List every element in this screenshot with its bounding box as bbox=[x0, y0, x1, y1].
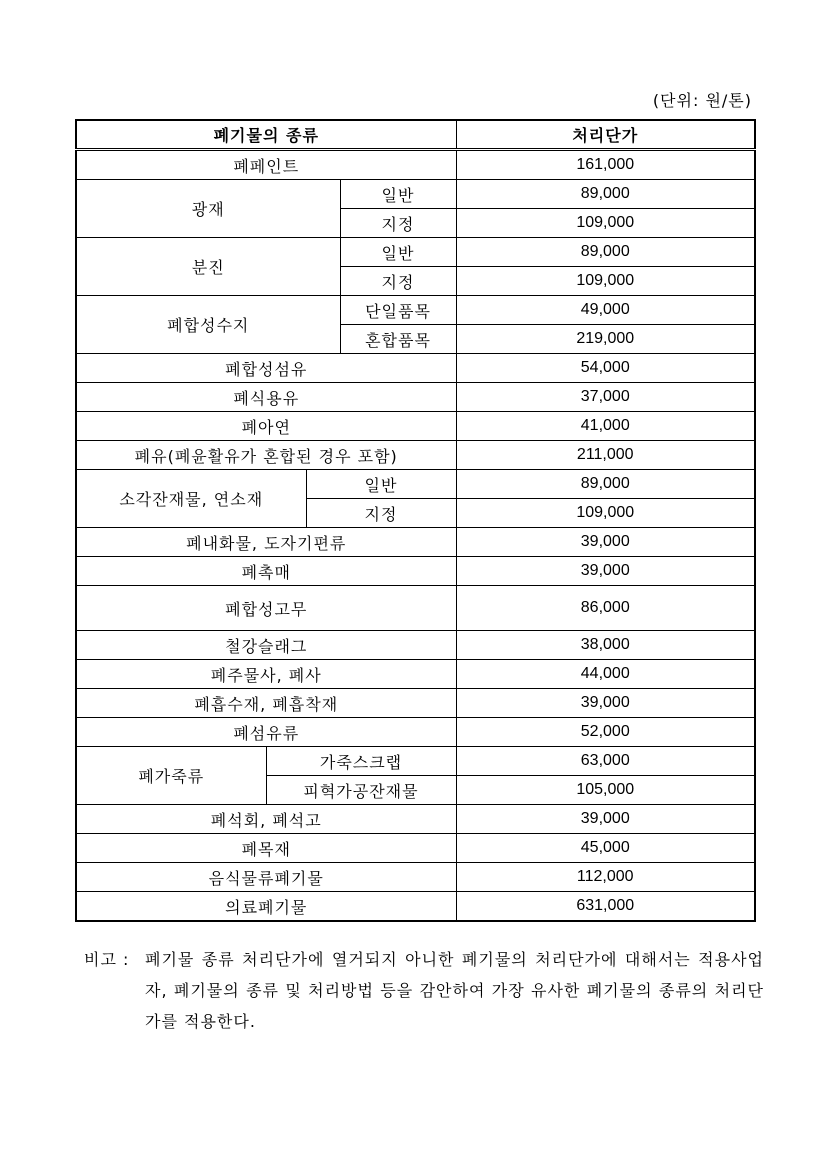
waste-name: 음식물류폐기물 bbox=[76, 863, 456, 892]
waste-subtype: 일반 bbox=[340, 180, 456, 209]
table-row bbox=[76, 892, 755, 922]
price-cell: 631,000 bbox=[456, 892, 755, 922]
waste-subtype: 지정 bbox=[340, 209, 456, 238]
remarks-text: 폐기물 종류 처리단가에 열거되지 아니한 폐기물의 처리단가에 대해서는 적용사업자, 폐기물의 종류 및 처리방법 등을 감안하여 가장 유사한 폐기물의 종류의 처리단가를 적용한다. bbox=[145, 950, 764, 1031]
price-cell: 49,000 bbox=[456, 296, 755, 325]
price-cell: 211,000 bbox=[456, 441, 755, 470]
table-row bbox=[76, 586, 755, 631]
price-cell: 38,000 bbox=[456, 631, 755, 660]
table-row bbox=[76, 631, 755, 660]
waste-name: 폐섬유류 bbox=[76, 718, 456, 747]
waste-name: 폐가죽류 bbox=[76, 747, 266, 805]
table-row bbox=[76, 180, 755, 209]
price-cell: 89,000 bbox=[456, 470, 755, 499]
table-row bbox=[76, 354, 755, 383]
price-cell: 45,000 bbox=[456, 834, 755, 863]
price-cell: 52,000 bbox=[456, 718, 755, 747]
header-price: 처리단가 bbox=[456, 120, 755, 150]
waste-name: 폐합성고무 bbox=[76, 586, 456, 631]
price-cell: 54,000 bbox=[456, 354, 755, 383]
price-cell: 89,000 bbox=[456, 180, 755, 209]
price-cell: 39,000 bbox=[456, 689, 755, 718]
price-cell: 37,000 bbox=[456, 383, 755, 412]
waste-name: 분진 bbox=[76, 238, 340, 296]
price-cell: 89,000 bbox=[456, 238, 755, 267]
waste-subtype: 지정 bbox=[306, 499, 456, 528]
price-cell: 105,000 bbox=[456, 776, 755, 805]
waste-name: 폐유(폐윤활유가 혼합된 경우 포함) bbox=[76, 441, 456, 470]
table-row bbox=[76, 834, 755, 863]
table-row bbox=[76, 383, 755, 412]
price-cell: 86,000 bbox=[456, 586, 755, 631]
waste-subtype: 단일품목 bbox=[340, 296, 456, 325]
waste-name: 폐목재 bbox=[76, 834, 456, 863]
waste-subtype: 일반 bbox=[340, 238, 456, 267]
table-row bbox=[76, 863, 755, 892]
table-row bbox=[76, 805, 755, 834]
table-row bbox=[76, 557, 755, 586]
waste-subtype: 혼합품목 bbox=[340, 325, 456, 354]
remarks-label: 비고 : bbox=[84, 950, 130, 969]
price-cell: 219,000 bbox=[456, 325, 755, 354]
price-cell: 39,000 bbox=[456, 557, 755, 586]
waste-subtype: 지정 bbox=[340, 267, 456, 296]
price-cell: 63,000 bbox=[456, 747, 755, 776]
waste-subtype: 가죽스크랩 bbox=[266, 747, 456, 776]
table-row bbox=[76, 470, 755, 499]
table-row bbox=[76, 528, 755, 557]
price-cell: 44,000 bbox=[456, 660, 755, 689]
waste-name: 소각잔재물, 연소재 bbox=[76, 470, 306, 528]
table-row bbox=[76, 412, 755, 441]
waste-price-table bbox=[75, 119, 756, 922]
waste-name: 의료폐기물 bbox=[76, 892, 456, 922]
waste-name: 폐합성섬유 bbox=[76, 354, 456, 383]
table-row bbox=[76, 747, 755, 776]
remarks-note bbox=[84, 944, 764, 1037]
waste-name: 폐아연 bbox=[76, 412, 456, 441]
waste-name: 폐석회, 폐석고 bbox=[76, 805, 456, 834]
header-type: 폐기물의 종류 bbox=[76, 120, 456, 150]
waste-name: 폐주물사, 폐사 bbox=[76, 660, 456, 689]
waste-subtype: 일반 bbox=[306, 470, 456, 499]
waste-name: 폐합성수지 bbox=[76, 296, 340, 354]
price-cell: 41,000 bbox=[456, 412, 755, 441]
price-cell: 161,000 bbox=[456, 150, 755, 180]
waste-name: 폐촉매 bbox=[76, 557, 456, 586]
price-cell: 39,000 bbox=[456, 528, 755, 557]
table-row bbox=[76, 238, 755, 267]
waste-name: 폐페인트 bbox=[76, 150, 456, 180]
table-row bbox=[76, 150, 755, 180]
table-row bbox=[76, 660, 755, 689]
price-cell: 39,000 bbox=[456, 805, 755, 834]
table-row bbox=[76, 689, 755, 718]
price-cell: 109,000 bbox=[456, 499, 755, 528]
table-row bbox=[76, 718, 755, 747]
unit-label: (단위: 원/톤) bbox=[652, 91, 752, 110]
waste-name: 폐내화물, 도자기편류 bbox=[76, 528, 456, 557]
table-row bbox=[76, 441, 755, 470]
price-cell: 109,000 bbox=[456, 267, 755, 296]
waste-name: 폐흡수재, 폐흡착재 bbox=[76, 689, 456, 718]
table-header-row bbox=[76, 120, 755, 150]
waste-name: 광재 bbox=[76, 180, 340, 238]
waste-name: 철강슬래그 bbox=[76, 631, 456, 660]
waste-name: 폐식용유 bbox=[76, 383, 456, 412]
waste-subtype: 피혁가공잔재물 bbox=[266, 776, 456, 805]
price-cell: 112,000 bbox=[456, 863, 755, 892]
price-cell: 109,000 bbox=[456, 209, 755, 238]
table-row bbox=[76, 296, 755, 325]
